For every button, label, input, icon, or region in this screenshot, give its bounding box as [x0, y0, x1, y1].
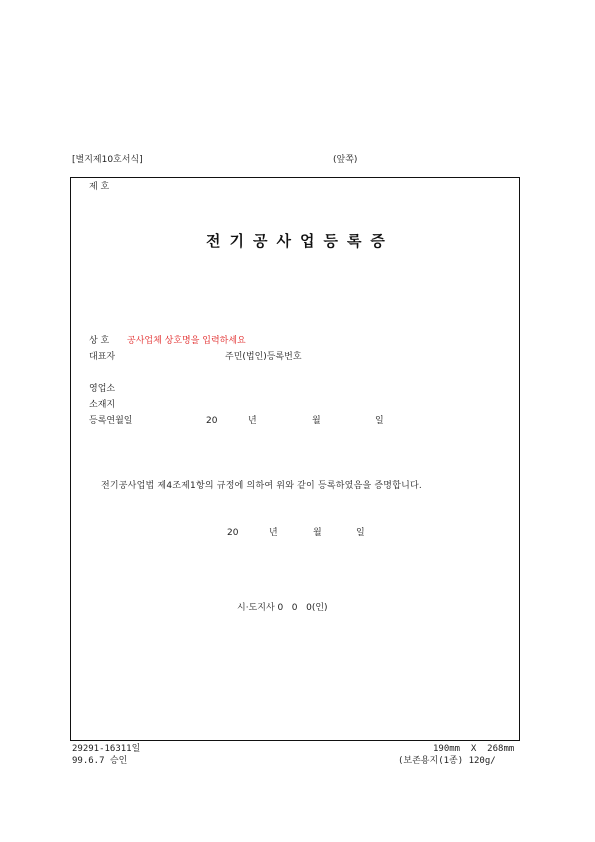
issue-day-unit: 일 — [356, 528, 365, 538]
certificate-number-label: 제 호 — [89, 182, 110, 192]
issue-year-prefix: 20 — [227, 528, 239, 538]
location-label: 소재지 — [89, 400, 116, 410]
representative-label: 대표자 — [89, 352, 116, 362]
certificate-frame — [70, 177, 520, 741]
form-number: [별지제10호서식] — [72, 155, 143, 165]
registration-month-unit: 월 — [312, 416, 321, 426]
registration-year-prefix: 20 — [206, 416, 218, 426]
issuer-signature-line: 시·도지사 0 0 0(인) — [237, 603, 328, 613]
issue-month-unit: 월 — [313, 528, 322, 538]
company-name-input[interactable]: 공사업체 상호명을 입력하세요 — [127, 336, 246, 346]
registration-day-unit: 일 — [375, 416, 384, 426]
registration-number-label: 주민(법인)등록번호 — [225, 352, 302, 362]
office-label: 영업소 — [89, 384, 116, 394]
approval-date: 99.6.7 승인 — [72, 756, 128, 766]
page-side-label: (앞쪽) — [333, 155, 358, 165]
issue-year-unit: 년 — [269, 528, 278, 538]
certification-statement: 전기공사업법 제4조제1항의 규정에 의하여 위와 같이 등록하였음을 증명합니다. — [101, 481, 422, 491]
company-name-label: 상 호 — [89, 336, 110, 346]
registration-date-label: 등록연월일 — [89, 416, 133, 426]
certificate-title: 전기공사업등록증 — [206, 232, 394, 250]
paper-size: 190mm X 268mm — [433, 744, 515, 754]
paper-type: (보존용지(1종) 120g/ — [398, 756, 496, 766]
registration-year-unit: 년 — [248, 416, 257, 426]
form-code: 29291-16311일 — [72, 744, 141, 754]
